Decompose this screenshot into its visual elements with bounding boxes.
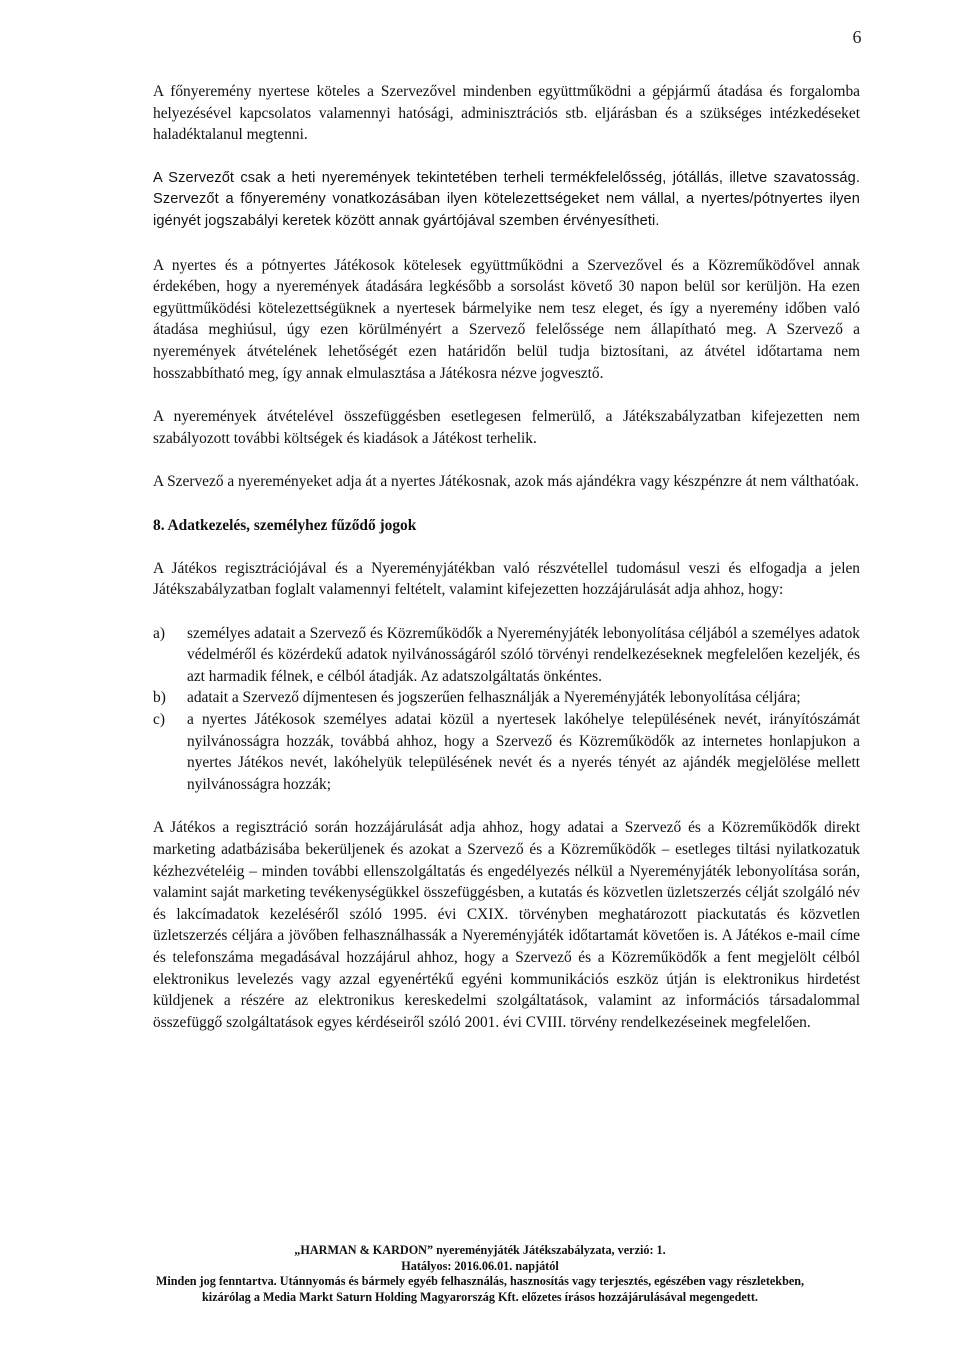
list-item-text: a nyertes Játékosok személyes adatai közül a nyertesek lakóhelye településének nevét, irányítószámát nyilvánosságra hozzák, továbbá ahhoz, hogy a Szervező és Közreműködők az internetes honlapjukon a nyertes Játékos nevét, lakóhelyük településének nevét és a nyerés tényét az ajándék megjelölése mellett nyilvánosságra hozzák; bbox=[187, 711, 860, 793]
list-item-text: személyes adatait a Szervező és Közreműködők a Nyereményjáték lebonyolítása céljából a személyes adatok védelméről és közérdekű adatok nyilvánosságáról szóló törvényi rendelkezéseknek megfelelően kezeljék, és azt harmadik félnek, e célból átadják. Az adatszolgáltatás önkéntes. bbox=[187, 624, 860, 685]
warranty-sentence: A Szervezőt csak a heti nyeremények tekintetében terheli termékfelelősség, jótállás, illetve szavatosság. bbox=[153, 169, 860, 186]
list-item bbox=[153, 687, 860, 709]
list-marker: c) bbox=[153, 711, 165, 729]
list-marker: b) bbox=[153, 689, 166, 707]
paragraph-direct-marketing: A Játékos a regisztráció során hozzájárulását adja ahhoz, hogy adatai a Szervező és a Közreműködők direkt marketing adatbázisába bekerüljenek és azokat a Szervező és a Közreműködők – esetleges tiltási nyilatkozatuk kézhezvételéig – minden további ellenszolgáltatás és engedélyezés nélkül a Nyereményjáték lebonyolítása során, valamint saját marketing tevékenységükkel összefüggésben, a kutatás és közvetlen üzletszerzés célját szolgáló név és lakcímadatok kezeléséről szóló 1995. évi CXIX. törvényben meghatározott piackutatás és közvetlen üzletszerzés céljára a jövőben felhasználhassák a Nyereményjáték időtartamát követően is. A Játékos e-mail címe és telefonszáma megadásával hozzájárul ahhoz, hogy a Szervező és a Közreműködők a fent megjelölt célból elektronikus levelezés vagy azzal egyenértékű egyéni kommunikációs eszköz útján is elektronikus hirdetést küldjenek a részére az elektronikus kereskedelmi szolgáltatások, valamint az információs társadalommal összefüggő szolgáltatások egyes kérdéseiről szóló 2001. évi CVIII. törvény rendelkezéseinek megfelelően. bbox=[153, 819, 860, 1031]
warranty-grand-prize-sentence: Szervezőt a főnyeremény vonatkozásában ilyen kötelezettségeket nem vállal, a nyertes/pótnyertes ilyen igényét jogszabályi keretek között annak gyártójával szemben érvényesítheti. bbox=[153, 191, 860, 229]
page-footer bbox=[100, 1243, 860, 1305]
footer-permission: kizárólag a Media Markt Saturn Holding Magyarország Kft. előzetes írásos hozzájárulásával megengedett. bbox=[202, 1289, 758, 1304]
consent-list bbox=[153, 623, 860, 796]
paragraph-consent-intro: A Játékos regisztrációjával és a Nyereményjátékban való részvétellel tudomásul veszi és elfogadja a jelen Játékszabályzatban foglalt valamennyi feltételt, valamint kifejezetten hozzájárulását adja ahhoz, hogy: bbox=[153, 559, 860, 599]
list-marker: a) bbox=[153, 624, 165, 642]
document-body bbox=[153, 81, 860, 1033]
list-item-text: adatait a Szervező díjmentesen és jogszerűen felhasználják a Nyereményjáték lebonyolítása céljára; bbox=[187, 689, 801, 707]
list-item bbox=[153, 709, 860, 795]
footer-copyright: Minden jog fenntartva. Utánnyomás és bármely egyéb felhasználás, hasznosítás vagy terjesztés, egészében vagy részletekben, bbox=[155, 1274, 805, 1289]
paragraph-costs: A nyeremények átvételével összefüggésben esetlegesen felmerülő, a Játékszabályzatban kifejezetten nem szabályozott további költségek és kiadások a Játékost terhelik. bbox=[153, 408, 860, 447]
paragraph-warranty bbox=[153, 168, 860, 233]
section-heading-data-protection: 8. Adatkezelés, személyhez fűződő jogok bbox=[153, 516, 417, 534]
page-number: 6 bbox=[852, 27, 862, 47]
paragraph-grand-prize-cooperation: A főnyeremény nyertese köteles a Szervezővel mindenben együttműködni a gépjármű átadása és forgalomba helyezésével kapcsolatos valamennyi hatósági, adminisztrációs stb. eljárásban és a szükséges intézkedéseket haladéktalanul megtenni. bbox=[153, 83, 860, 144]
footer-title: „HARMAN & KARDON” nyereményjáték Játékszabályzata, verzió: 1. bbox=[294, 1243, 666, 1257]
paragraph-winner-cooperation: A nyertes és a pótnyertes Játékosok kötelesek együttműködni a Szervezővel és a Közreműködővel annak érdekében, hogy a nyeremények átadására legkésőbb a sorsolást követő 30 napon belül sor kerüljön. Ha ezen együttműködési kötelezettségüknek a nyertesek bármelyike nem tesz eleget, és így a nyeremény időben való átadása meghiúsul, úgy ezen körülményért a Szervező felelőssége nem állapítható meg. A Szervező a nyeremények átvételének lehetőségét ezen határidőn belül tudja biztosítani, az átvétel időtartama nem hosszabbítható meg, így annak elmulasztása a Játékosra nézve jogvesztő. bbox=[153, 256, 860, 382]
paragraph-no-exchange: A Szervező a nyereményeket adja át a nyertes Játékosnak, azok más ajándékra vagy készpénzre át nem válthatóak. bbox=[153, 473, 859, 491]
footer-effective-date: Hatályos: 2016.06.01. napjától bbox=[401, 1258, 559, 1273]
list-item bbox=[153, 623, 860, 688]
